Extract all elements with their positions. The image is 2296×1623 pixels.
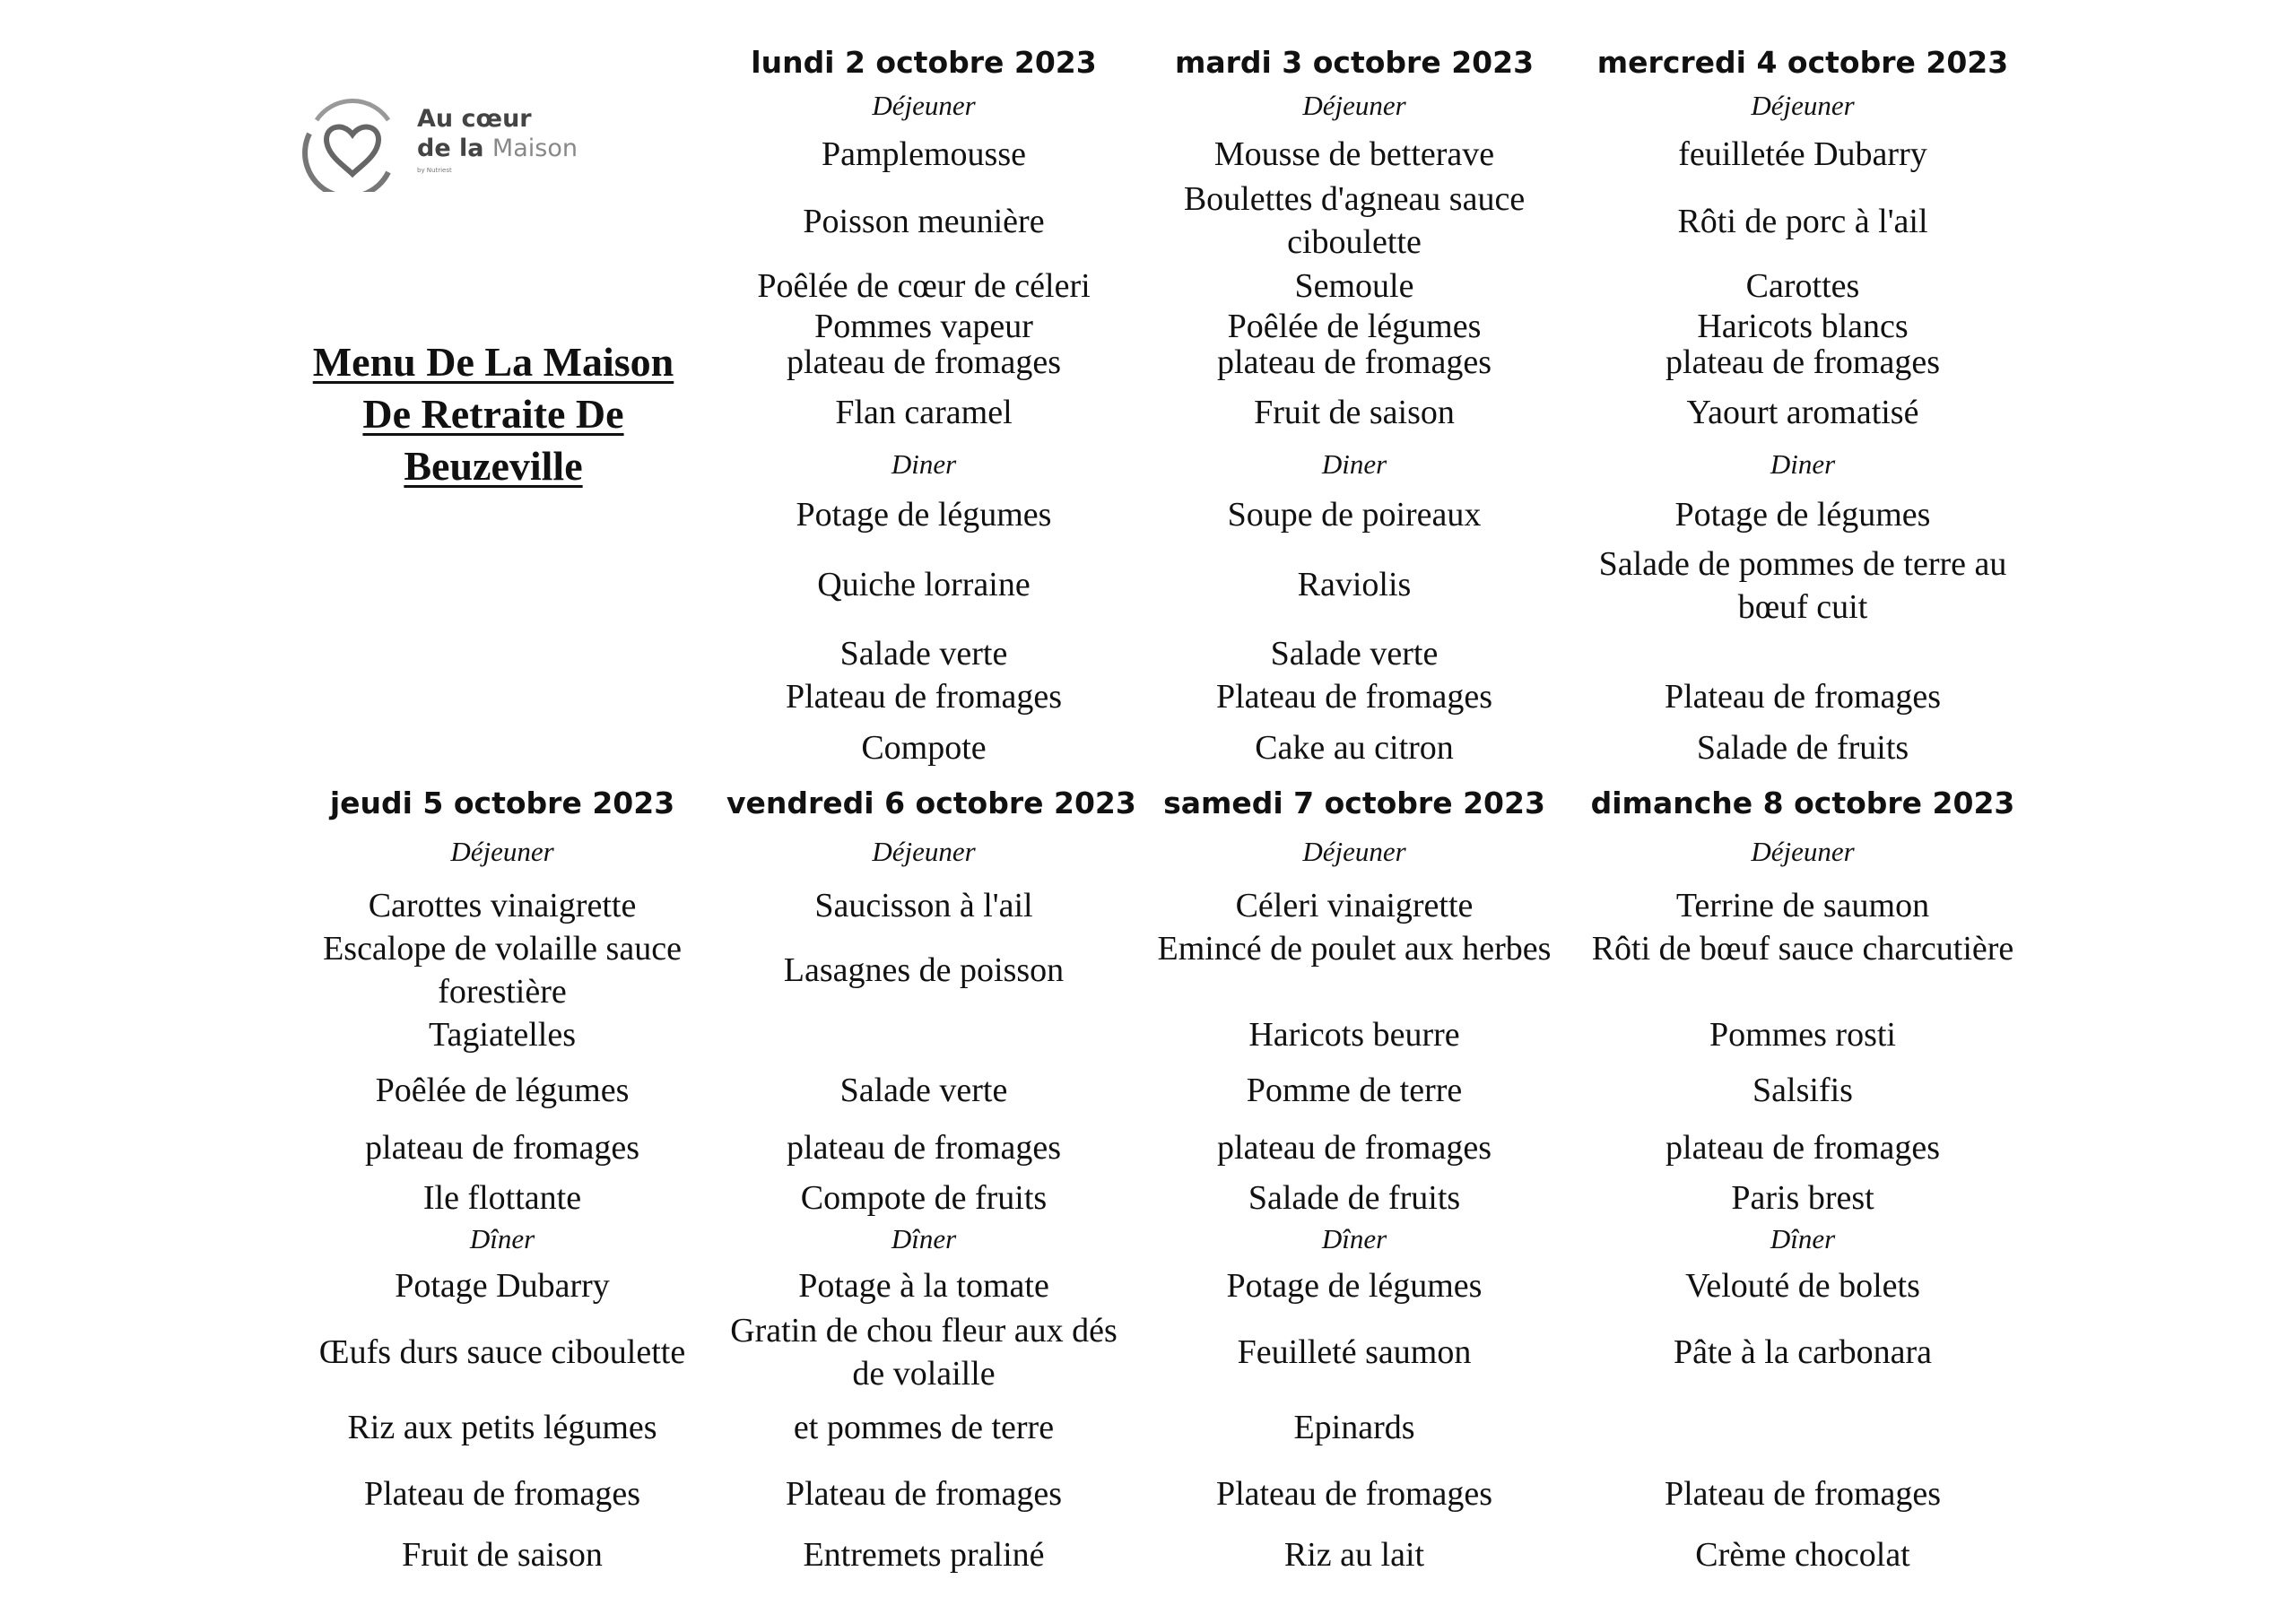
dinner-dish: Salade de pommes de terre au bœuf cuit: [1598, 545, 2007, 626]
dinner-dish: Epinards: [1293, 1409, 1415, 1446]
dinner-dish: Plateau de fromages: [363, 1475, 641, 1513]
lunch-dish: Pommes vapeur: [814, 308, 1033, 345]
lunch-dish: feuilletée Dubarry: [1678, 135, 1927, 173]
day-wednesday: [1587, 45, 2018, 780]
lunch-dish: Yaourt aromatisé: [1686, 394, 1919, 431]
lunch-dish: Pomme de terre: [1246, 1072, 1463, 1109]
lunch-dish: Carottes vinaigrette: [368, 887, 637, 924]
lunch-dish: Rôti de bœuf sauce charcutière: [1591, 930, 2014, 968]
lunch-dish: Lasagnes de poisson: [783, 951, 1065, 989]
day-monday: [726, 45, 1121, 780]
page-title: [269, 336, 718, 492]
lunch-dish: Haricots blancs: [1697, 308, 1909, 345]
lunch-dish: Tagiatelles: [428, 1016, 577, 1054]
lunch-dish: plateau de fromages: [1217, 1129, 1492, 1167]
lunch-dish: plateau de fromages: [787, 343, 1061, 381]
lunch-dish: plateau de fromages: [1665, 343, 1940, 381]
dinner-dish: Plateau de fromages: [1664, 1475, 1942, 1513]
day-date: samedi 7 octobre 2023: [1163, 785, 1545, 820]
brand-logo: [299, 93, 595, 192]
lunch-label: Déjeuner: [1751, 836, 1855, 867]
dinner-dish: Œufs durs sauce ciboulette: [318, 1333, 686, 1371]
lunch-dish: Poêlée de cœur de céleri: [757, 267, 1091, 305]
logo-line-2: [417, 135, 578, 162]
dinner-label: Dîner: [891, 1223, 957, 1254]
dinner-dish: Compote: [861, 729, 987, 767]
dinner-dish: Plateau de fromages: [785, 1475, 1063, 1513]
dinner-dish: Potage de légumes: [796, 496, 1052, 534]
lunch-dish: Ile flottante: [422, 1179, 582, 1217]
lunch-dish: Poêlée de légumes: [1227, 308, 1482, 345]
day-date: lundi 2 octobre 2023: [751, 45, 1097, 80]
dinner-dish: Potage de légumes: [1674, 496, 1931, 534]
day-date: jeudi 5 octobre 2023: [329, 785, 675, 820]
dinner-dish: Salade de fruits: [1696, 729, 1909, 767]
dinner-label: Dîner: [1321, 1223, 1387, 1254]
dinner-dish: Cake au citron: [1255, 729, 1454, 767]
lunch-dish: Céleri vinaigrette: [1235, 887, 1474, 924]
dinner-dish: Entremets praliné: [803, 1536, 1045, 1574]
dinner-dish: Potage à la tomate: [798, 1267, 1049, 1305]
day-thursday: [296, 785, 709, 1593]
lunch-dish: Salade de fruits: [1248, 1179, 1461, 1217]
lunch-dish: Escalope de volaille sauce forestière: [323, 930, 682, 1011]
lunch-dish: Poisson meunière: [803, 203, 1045, 240]
dinner-label: Dîner: [469, 1223, 535, 1254]
lunch-dish: Terrine de saumon: [1675, 887, 1930, 924]
dinner-label: Diner: [891, 448, 957, 480]
dinner-dish: Salade verte: [839, 635, 1008, 673]
dinner-dish: Salade verte: [1270, 635, 1439, 673]
dinner-dish: Riz au lait: [1283, 1536, 1425, 1574]
lunch-dish: Fruit de saison: [1254, 394, 1455, 431]
dinner-dish: et pommes de terre: [793, 1409, 1055, 1446]
title-line-1: Menu De La Maison: [312, 339, 674, 385]
lunch-dish: Compote de fruits: [800, 1179, 1048, 1217]
dinner-dish: Potage de légumes: [1226, 1267, 1483, 1305]
logo-line-2-bold: de la: [417, 135, 484, 162]
lunch-label: Déjeuner: [450, 836, 554, 867]
logo-line-2-light: Maison: [491, 135, 578, 162]
dinner-dish: Plateau de fromages: [785, 678, 1063, 716]
lunch-label: Déjeuner: [1302, 90, 1406, 121]
lunch-dish: Paris brest: [1731, 1179, 1874, 1217]
lunch-dish: Semoule: [1294, 267, 1414, 305]
heart-house-logo-icon: [299, 93, 406, 192]
dinner-dish: Feuilleté saumon: [1237, 1333, 1472, 1371]
lunch-dish: Salsifis: [1752, 1072, 1853, 1109]
lunch-dish: Pommes rosti: [1709, 1016, 1896, 1054]
dinner-dish: Quiche lorraine: [817, 566, 1031, 603]
lunch-dish: Haricots beurre: [1248, 1016, 1460, 1054]
lunch-dish: Rôti de porc à l'ail: [1677, 203, 1928, 240]
title-line-2: De Retraite De: [362, 391, 624, 437]
lunch-dish: Flan caramel: [835, 394, 1013, 431]
dinner-dish: Velouté de bolets: [1685, 1267, 1920, 1305]
dinner-dish: Raviolis: [1297, 566, 1412, 603]
lunch-dish: Mousse de betterave: [1213, 135, 1495, 173]
lunch-label: Déjeuner: [1302, 836, 1406, 867]
dinner-dish: Plateau de fromages: [1215, 678, 1493, 716]
day-sunday: [1587, 785, 2018, 1593]
lunch-dish: plateau de fromages: [1217, 343, 1492, 381]
dinner-dish: Plateau de fromages: [1215, 1475, 1493, 1513]
day-saturday: [1157, 785, 1552, 1593]
day-tuesday: [1157, 45, 1552, 780]
lunch-dish: Salade verte: [839, 1072, 1008, 1109]
dinner-dish: Plateau de fromages: [1664, 678, 1942, 716]
day-friday: [726, 785, 1136, 1593]
lunch-label: Déjeuner: [872, 836, 976, 867]
title-line-3: Beuzeville: [404, 443, 583, 489]
dinner-label: Diner: [1321, 448, 1387, 480]
logo-line-1: Au cœur: [417, 105, 532, 133]
day-date: dimanche 8 octobre 2023: [1590, 785, 2015, 820]
dinner-dish: Potage Dubarry: [395, 1267, 610, 1305]
lunch-dish: Carottes: [1745, 267, 1860, 305]
dinner-dish: Gratin de chou fleur aux dés de volaille: [730, 1312, 1118, 1393]
lunch-dish: plateau de fromages: [1665, 1129, 1940, 1167]
logo-byline: by Nutriest: [417, 167, 452, 174]
lunch-label: Déjeuner: [872, 90, 976, 121]
dinner-dish: Fruit de saison: [402, 1536, 603, 1574]
day-date: mercredi 4 octobre 2023: [1596, 45, 2009, 80]
lunch-dish: Poêlée de légumes: [375, 1072, 630, 1109]
lunch-label: Déjeuner: [1751, 90, 1855, 121]
dinner-dish: Crème chocolat: [1695, 1536, 1910, 1574]
dinner-dish: Riz aux petits légumes: [347, 1409, 657, 1446]
dinner-dish: Soupe de poireaux: [1227, 496, 1482, 534]
dinner-label: Dîner: [1770, 1223, 1836, 1254]
lunch-dish: plateau de fromages: [365, 1129, 639, 1167]
lunch-dish: Saucisson à l'ail: [814, 887, 1033, 924]
lunch-dish: Pamplemousse: [822, 135, 1026, 173]
lunch-dish: Emincé de poulet aux herbes: [1157, 930, 1552, 968]
dinner-dish: Pâte à la carbonara: [1674, 1333, 1932, 1371]
dinner-label: Diner: [1770, 448, 1836, 480]
day-date: vendredi 6 octobre 2023: [726, 785, 1136, 820]
lunch-dish: Boulettes d'agneau sauce ciboulette: [1183, 180, 1526, 261]
lunch-dish: plateau de fromages: [787, 1129, 1061, 1167]
day-date: mardi 3 octobre 2023: [1174, 45, 1535, 80]
